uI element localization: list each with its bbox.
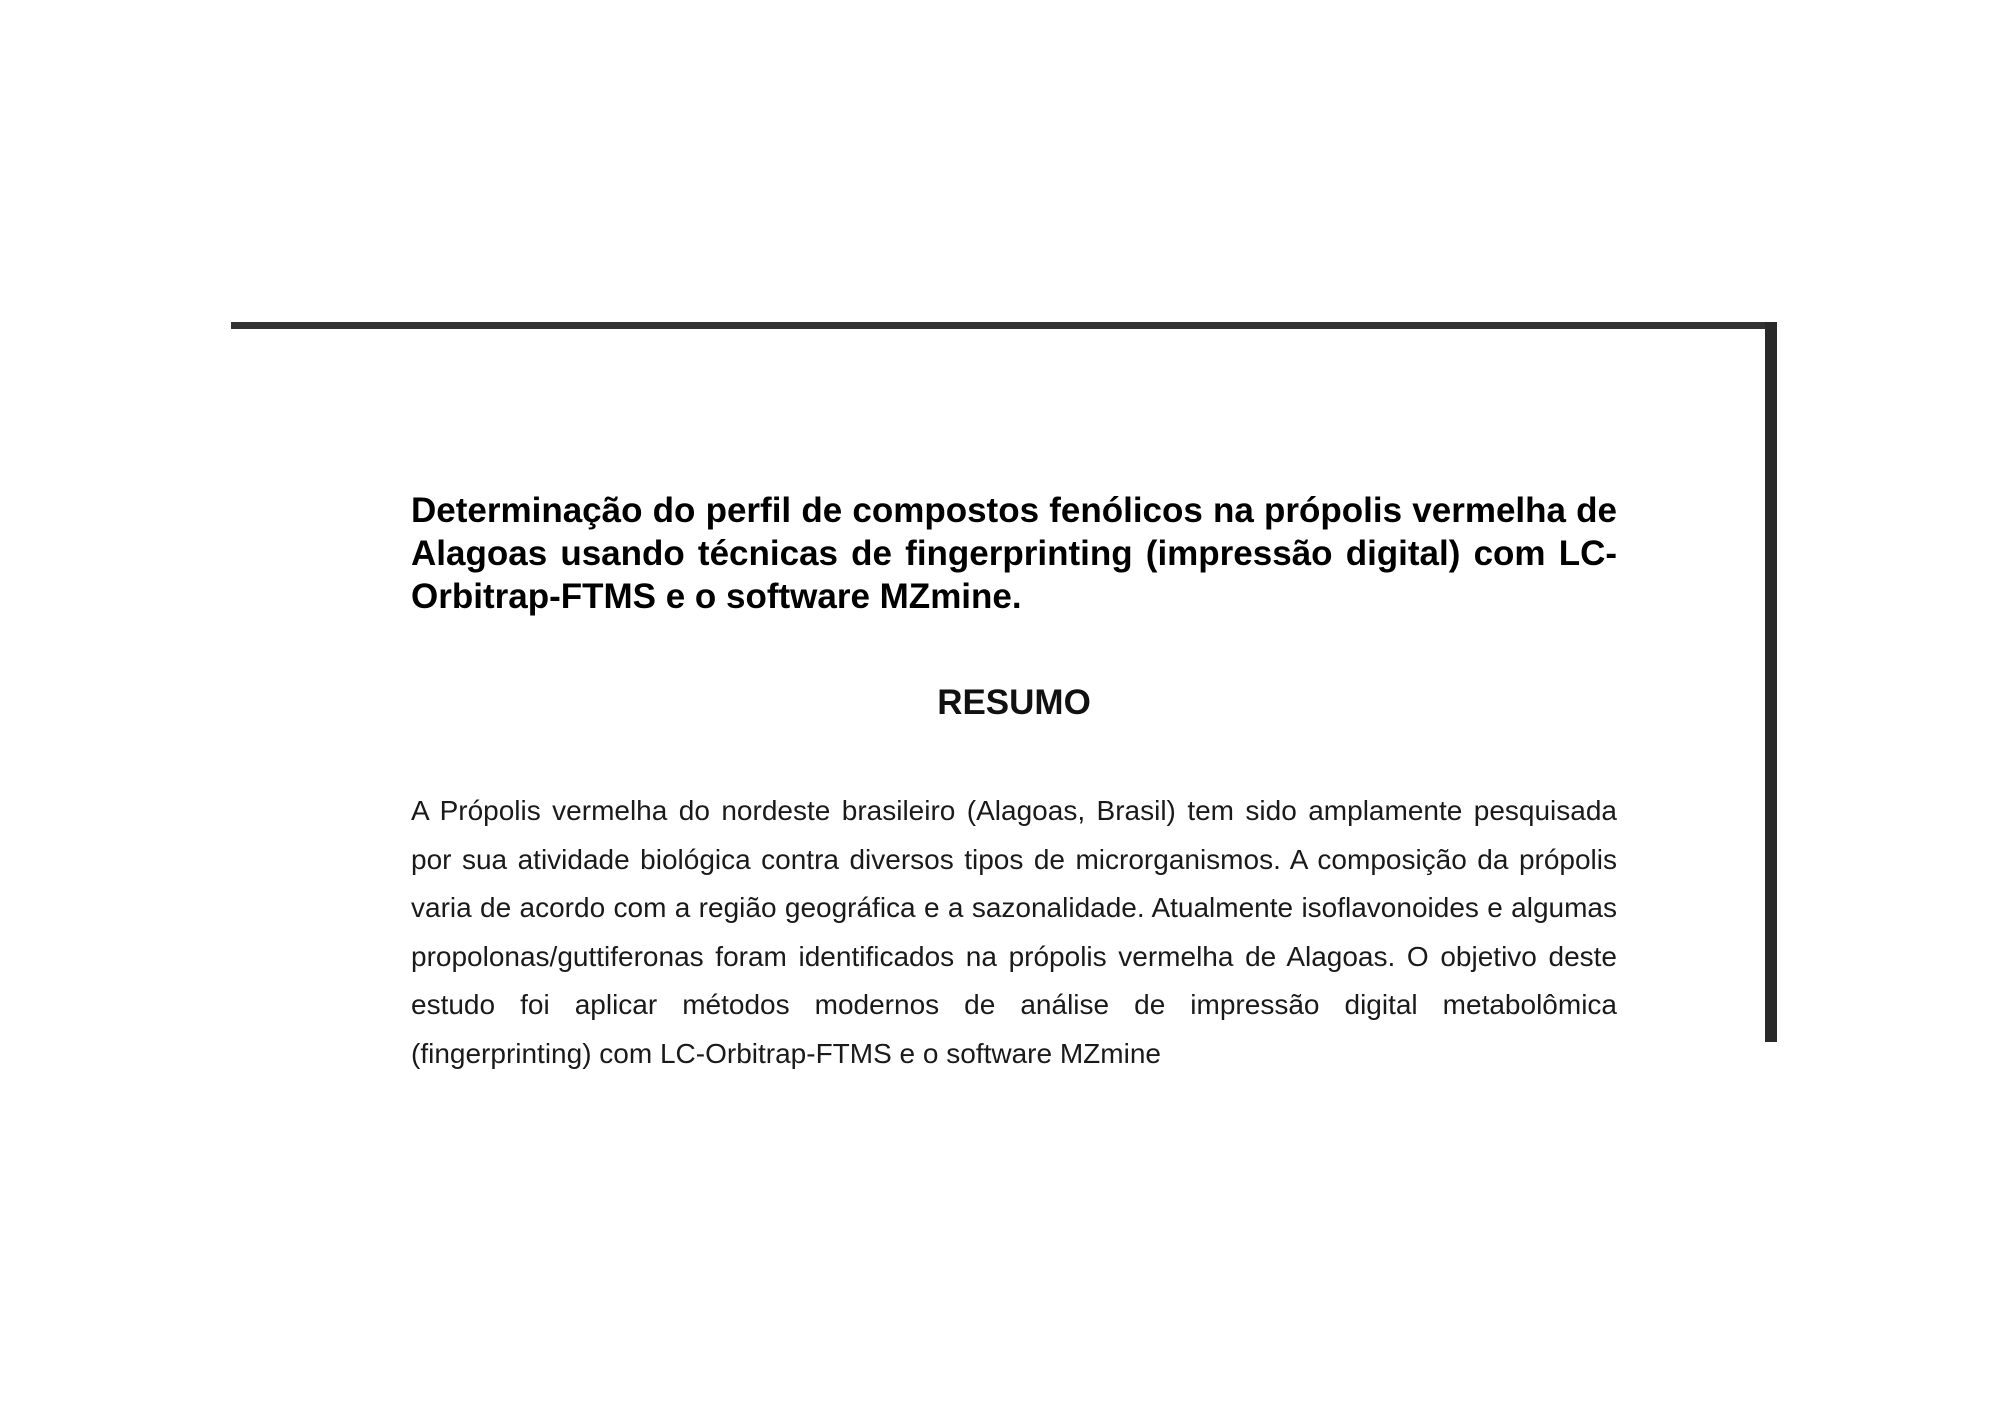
section-heading-resumo: RESUMO bbox=[937, 683, 1091, 722]
page-top-border bbox=[231, 322, 1775, 329]
page-right-border bbox=[1765, 322, 1777, 1042]
document-page bbox=[231, 329, 1765, 1069]
abstract-paragraph: A Própolis vermelha do nordeste brasileiro (Alagoas, Brasil) tem sido amplamente pesquisada por sua atividade biológica contra diversos tipos de microrganismos. A composição da própolis varia de acordo com a região geográfica e a sazonalidade. Atualmente isoflavonoides e algumas propolonas/guttiferonas foram identificados na própolis vermelha de Alagoas. O objetivo deste estudo foi aplicar métodos modernos de análise de impressão digital metabolômica (fingerprinting) com LC-Orbitrap-FTMS e o software MZmine bbox=[411, 795, 1617, 1069]
document-title: Determinação do perfil de compostos fenólicos na própolis vermelha de Alagoas usando técnicas de fingerprinting (impressão digital) com LC-Orbitrap-FTMS e o software MZmine. bbox=[411, 491, 1617, 616]
